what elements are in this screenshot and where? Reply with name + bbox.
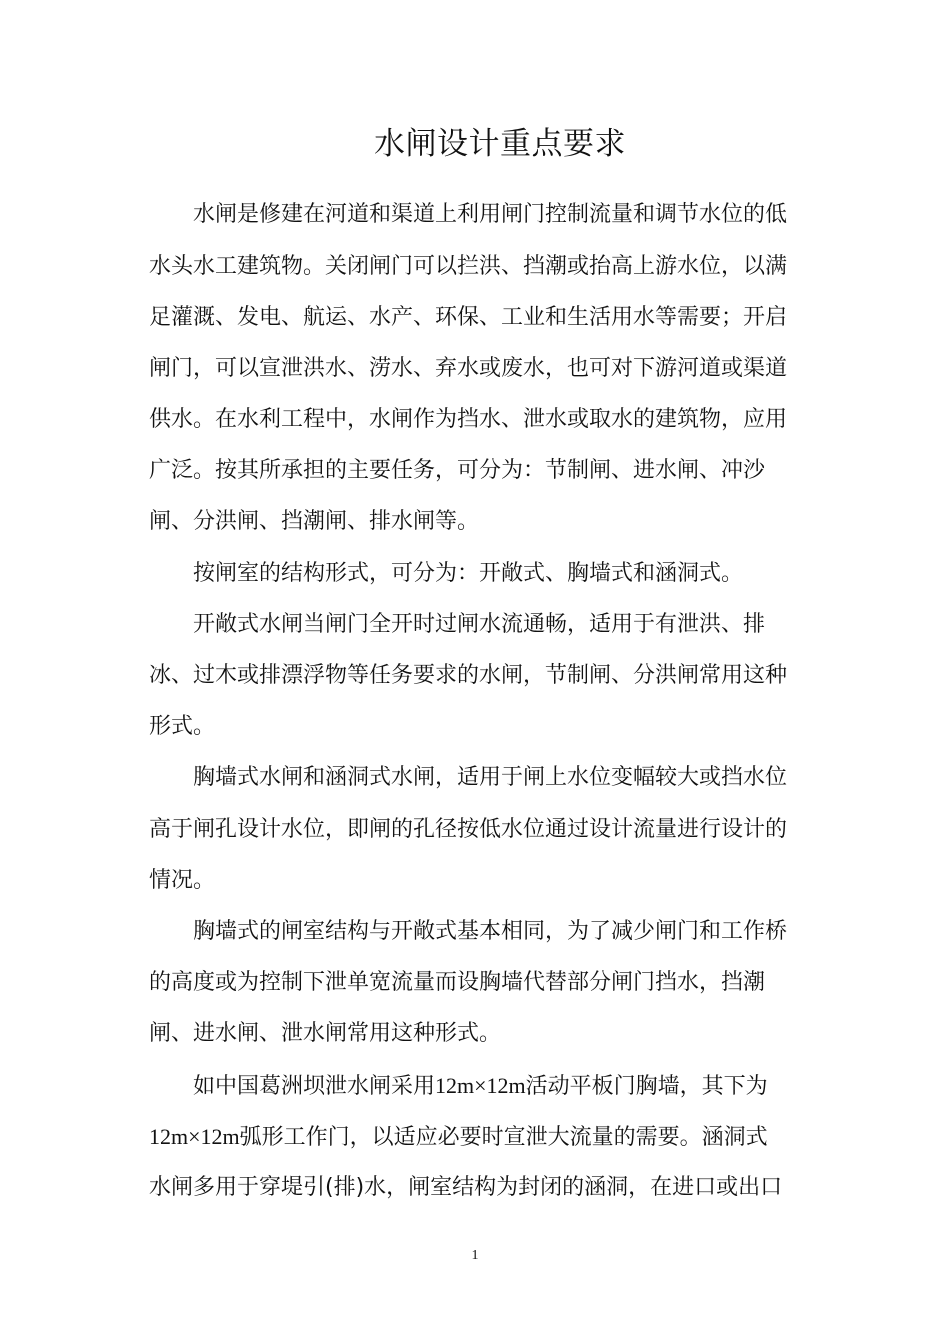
paragraph-line: 开敞式水闸当闸门全开时过闸水流通畅，适用于有泄洪、排 (193, 612, 766, 637)
paragraph-line: 胸墙式的闸室结构与开敞式基本相同，为了减少闸门和工作桥 (193, 919, 788, 944)
paragraph-line: 的高度或为控制下泄单宽流量而设胸墙代替部分闸门挡水，挡潮 (149, 970, 766, 995)
paragraph-line: 水闸是修建在河道和渠道上利用闸门控制流量和调节水位的低 (193, 202, 788, 227)
paragraph-line (193, 1071, 809, 1101)
line-text: 活动平板门胸墙，其下为 (525, 1074, 768, 1099)
paragraph-line: 水闸多用于穿堤引(排)水，闸室结构为封闭的涵洞，在进口或出口 (149, 1175, 783, 1200)
paragraph-line: 足灌溉、发电、航运、水产、环保、工业和生活用水等需要；开启 (149, 305, 788, 330)
paragraph-line: 供水。在水利工程中，水闸作为挡水、泄水或取水的建筑物，应用 (149, 407, 788, 432)
paragraph-line: 形式。 (149, 714, 216, 739)
paragraph-line: 情况。 (149, 868, 216, 893)
paragraph-line: 闸门，可以宣泄洪水、涝水、弃水或废水，也可对下游河道或渠道 (149, 356, 788, 381)
page-number: 1 (471, 1248, 479, 1263)
line-text: 弧形工作门，以适应必要时宣泄大流量的需要。涵洞式 (239, 1125, 768, 1150)
paragraph-line: 高于闸孔设计水位，即闸的孔径按低水位通过设计流量进行设计的 (149, 817, 788, 842)
dimension-text: 12m×12m (435, 1073, 526, 1098)
paragraph-line: 水头水工建筑物。关闭闸门可以拦洪、挡潮或抬高上游水位，以满 (149, 254, 788, 279)
document-title: 水闸设计重点要求 (374, 126, 626, 162)
line-text: 如中国葛洲坝泄水闸采用 (193, 1074, 436, 1099)
paragraph-line: 闸、进水闸、泄水闸常用这种形式。 (149, 1021, 502, 1046)
paragraph-line: 广泛。按其所承担的主要任务，可分为：节制闸、进水闸、冲沙 (149, 458, 766, 483)
paragraph-line: 冰、过木或排漂浮物等任务要求的水闸，节制闸、分洪闸常用这种 (149, 663, 788, 688)
paragraph-line: 闸、分洪闸、挡潮闸、排水闸等。 (149, 509, 480, 534)
paragraph-line (149, 1122, 809, 1152)
paragraph-line: 按闸室的结构形式，可分为：开敞式、胸墙式和涵洞式。 (193, 561, 744, 586)
dimension-text: 12m×12m (149, 1124, 240, 1149)
paragraph-line: 胸墙式水闸和涵洞式水闸，适用于闸上水位变幅较大或挡水位 (193, 765, 788, 790)
